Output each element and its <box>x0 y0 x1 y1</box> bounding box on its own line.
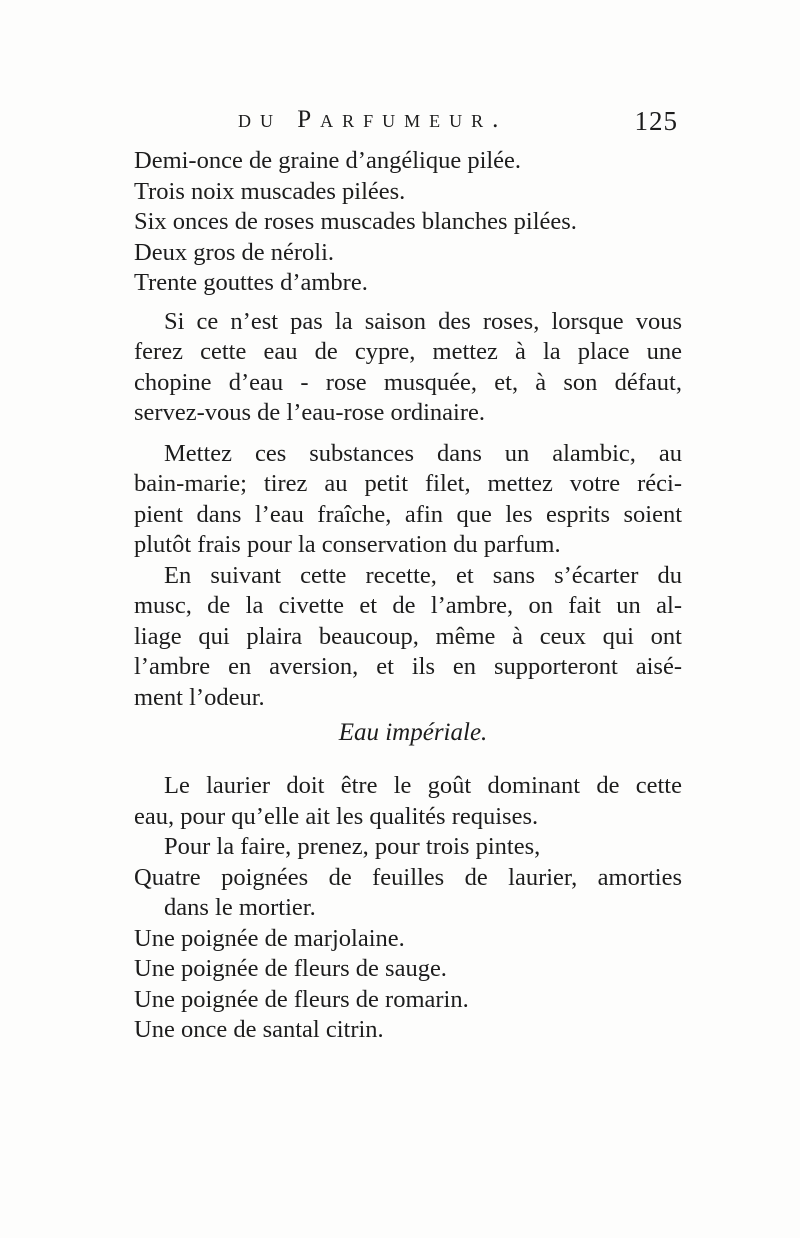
text-line: En suivant cette recette, et sans s’écarter du <box>164 561 682 589</box>
list-item: Une poignée de fleurs de romarin. <box>134 985 469 1013</box>
text-line: ferez cette eau de cypre, mettez à la place une <box>134 338 682 365</box>
paragraph <box>134 307 682 429</box>
text-line: plutôt frais pour la conservation du parfum. <box>134 531 561 558</box>
paragraph <box>134 561 682 714</box>
paragraph <box>134 771 682 863</box>
running-head <box>238 106 678 142</box>
text-line: Deux gros de néroli. <box>134 238 335 266</box>
text-line: Trente gouttes d’ambre. <box>134 269 368 296</box>
text-line: Le laurier doit être le goût dominant de cette <box>164 772 682 799</box>
section-heading: Eau impériale. <box>338 719 488 746</box>
list-item: Une poignée de fleurs de sauge. <box>134 955 447 982</box>
text-line: liage qui plaira beaucoup, même à ceux qui ont <box>134 622 682 650</box>
text-line: pient dans l’eau fraîche, afin que les esprits soient <box>134 500 682 528</box>
text-line: bain-marie; tirez au petit filet, mettez votre réci- <box>134 470 682 497</box>
list-item: Une once de santal citrin. <box>134 1016 384 1043</box>
body-text <box>134 146 682 1046</box>
running-title: du Parfumeur. <box>238 106 508 133</box>
text-line: eau, pour qu’elle ait les qualités requises. <box>134 802 539 830</box>
text-line: l’ambre en aversion, et ils en supporteront aisé- <box>134 653 682 680</box>
text-line: Si ce n’est pas la saison des roses, lorsque vous <box>164 307 682 335</box>
text-line: chopine d’eau - rose musquée, et, à son défaut, <box>134 368 682 396</box>
text-line: Six onces de roses muscades blanches pilées. <box>134 208 577 235</box>
list-item: Une poignée de marjolaine. <box>134 924 405 952</box>
text-line: musc, de la civette et de l’ambre, on fait un al- <box>134 592 682 619</box>
text-line: Demi-once de graine d’angélique pilée. <box>134 147 522 174</box>
list-item: dans le mortier. <box>164 894 316 921</box>
recipe-list <box>134 863 682 1046</box>
text-line: ment l’odeur. <box>134 683 265 711</box>
text-line: servez-vous de l’eau-rose ordinaire. <box>134 399 486 426</box>
page-number: 125 <box>634 106 678 136</box>
text-line: Mettez ces substances dans un alambic, au <box>164 439 682 467</box>
list-item: Quatre poignées de feuilles de laurier, amorties <box>134 863 682 891</box>
paragraph <box>134 439 682 561</box>
text-line: Trois noix muscades pilées. <box>134 177 406 205</box>
text-line: Pour la faire, prenez, pour trois pintes, <box>164 833 541 860</box>
